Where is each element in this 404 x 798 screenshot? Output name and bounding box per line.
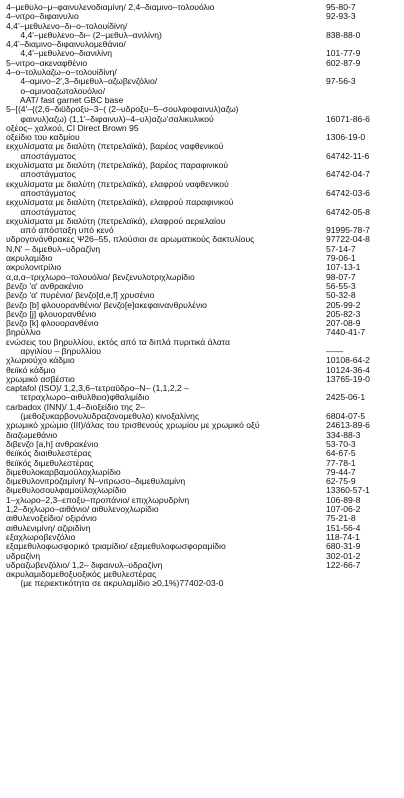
substance-name: εκχυλίσματα με διαλύτη (πετρελαϊκά), ελαφρού παραφινικού [6,198,234,208]
substance-name: υδρογονάνθρακες Ψ26–55, πλούσιοι σε αρωματικούς δακτυλίους [6,235,255,245]
substance-name: βενζο [j] φλουορανθένιο [6,309,97,319]
substance-name: 4–ο–τολυλαζω–ο–τολουίδίνη/ [6,68,117,78]
substance-name: βενζο 'α' ανθρακένιο [6,281,84,291]
cas-number: 77-78-1 [326,457,356,468]
substance-name: διμεθυλοσουλφαμοϋλοχλωρίδιο [6,486,127,496]
substance-name: βενζο [k] φλουορανθένιο [6,319,99,329]
substance-row [6,375,398,384]
substance-name: υδραζίνη [6,551,41,561]
substance-name: αποστάγματος [6,151,76,161]
cas-number: 107-06-2 [326,504,361,515]
substance-name: αποστάγματος [6,207,76,217]
substance-name: οξέος– χαλκού, CI Direct Brown 95 [6,123,139,133]
substance-name: διβενζο [a,h] ανθρακένιο [6,439,99,449]
substance-name: 1–χλωρο–2,3–εποξυ–προπάνιο/ επιχλωρυδρίνη [6,495,190,505]
substance-name: 4–αμινο–2',3–διμεθυλ–αζωβενζόλιο/ [6,77,158,87]
substance-name: αργιλίου – βηρυλλίου [6,346,101,356]
substance-row [6,579,398,588]
substance-name: θειϊκός διμεθυλεστέρας [6,458,94,468]
substance-name: ακρυλαμίδιο [6,254,53,264]
substance-name: υδραζωβενζόλιο/ 1,2– διφαινυλ–υδραζίνη [6,560,163,570]
substance-name: τετραχλωρο–αιθυλθειο)φθαλιμίδιο [6,393,150,403]
cas-number: 64742-04-7 [326,169,370,180]
cas-number: 107-13-1 [326,262,361,273]
substance-name: χρωμικό ασβέστιο [6,374,75,384]
cas-number: 118-74-1 [326,531,360,542]
substance-name: 5–[(4'–{(2,6–διϋδροξυ–3–( (2–υδροξυ–5–σουλφοφαινυλ)αζω) [6,105,239,115]
substance-name: βενζο 'α' πυρένιο/ βενζο[d,e,f] χρυσένιο [6,291,155,301]
substance-name: εκχυλίσματα με διαλύτη (πετρελαϊκά), ελαφρού ναφθενικού [6,179,229,189]
cas-number: 64742-03-6 [326,187,370,198]
substance-name: αιθυλενοξείδιο/ οξιράνιο [6,514,97,524]
substance-name: εξαχλωροβενζόλιο [6,532,76,542]
substance-row [6,570,398,579]
cas-number: 151-56-4 [326,522,361,533]
cas-number: 207-08-9 [326,318,361,329]
substance-name: διμεθυλοκαρβαμοϋλοχλωρίδιο [6,467,121,477]
substance-name: διμεθυλονιτροζαμίνη/ N–νιτρωσο–διμεθυλαμίνη [6,477,186,487]
substance-row [6,87,398,96]
substance-row [6,59,398,68]
substance-name: ακρυλονιτρίλιο [6,263,62,273]
substance-row [6,328,398,337]
cas-number: 97722-04-8 [326,234,370,245]
cas-number: 334-88-3 [326,429,361,440]
substance-name: φαινυλ)αζω) (1,1'–διφαινυλ)–4–υλ)αζω'σαλικυλικού [6,114,214,124]
cas-number: 97-56-3 [326,76,356,87]
substance-name: θειϊκό κάδμιο [6,365,56,375]
cas-number: 13765-19-0 [326,373,370,384]
substance-name: 1,2–διχλωρο–αιθάνιο/ αιθυλενοχλωρίδιο [6,505,159,515]
substance-row [6,561,398,570]
cas-number: 101-77-9 [326,48,361,59]
cas-number: 16071-86-6 [326,113,370,124]
cas-number: 62-75-9 [326,476,356,487]
substance-row [6,189,398,198]
cas-number: 92-93-3 [326,11,356,22]
cas-number: 75-21-8 [326,513,356,524]
substance-row [6,31,398,40]
cas-number: 302-01-2 [326,550,361,561]
cas-number: 98-07-7 [326,271,356,282]
substance-name: 4,4'–μεθυλενο–διανιλίνη [6,49,113,59]
substance-name: εκχυλίσματα με διαλύτη (πετρελαϊκά), ελαφρού αεριελαίου [6,216,226,226]
substance-name: AAT/ fast garnet GBC base [6,95,124,105]
substance-name: (με περιεκτικότητα σε ακρυλαμίδιο ≥0,1%)77402-03-0 [6,579,224,589]
substance-name: βηρύλλιο [6,328,41,338]
substance-name: εκχυλίσματα με διαλύτη (πετρελαϊκά), βαρέος παραφινικού [6,161,229,171]
substance-name: βενζο [b] φλουορανθένιο/ βενζο[e]ακεφαινανθρυλένιο [6,300,207,310]
substance-name: διαζωμεθάνιο [6,430,58,440]
cas-number: 6804-07-5 [326,411,366,422]
substance-name: α,α,α–τριχλωρο–τολουόλιο/ βενζενυλοτριχλωρίδιο [6,272,195,282]
substance-row [6,77,398,86]
substance-name: captafol (ISO)/ 1,2,3,6–τετραϋδρο–N– (1,1,2,2 – [6,384,189,394]
cas-number: 95-80-7 [326,2,356,12]
substance-name: 4–μεθυλο–μ–φαινυλενοδιαμίνη/ 2,4–διαμινο–τολουόλιο [6,3,215,12]
cas-number: 79-44-7 [326,466,356,477]
substance-name: 4,4'–μεθυλενο–δι–ο–τολουίδίνη/ [6,21,128,31]
substance-name: οξείδιο του καδμίου [6,133,80,143]
cas-number: 106-89-8 [326,494,361,505]
cas-number: 838-88-0 [326,29,361,40]
substance-name: θειϊκός διαιθυλεστέρας [6,449,92,459]
cas-number: 680-31-9 [326,541,361,552]
cas-number: 53-70-3 [326,438,356,449]
cas-number: 91995-78-7 [326,225,370,236]
substance-row [6,96,398,105]
cas-number: 122-66-7 [326,559,361,570]
substance-name: εκχυλίσματα με διαλύτη (πετρελαϊκά), βαρέος ναφθενικού [6,142,224,152]
substance-name: 4–νιτρο–διφαινυλιο [6,12,79,22]
substance-row [6,393,398,402]
substance-row [6,115,398,124]
cas-number: 79-06-1 [326,253,356,264]
substance-name: 5–νιτρο–ακεναφθένιο [6,58,88,68]
substance-name: 4,4'–διαμινο–διφαινυλομεθάνιο/ [6,40,126,50]
cas-number: 7440-41-7 [326,327,366,338]
substance-name: αποστάγματος [6,188,76,198]
cas-number: 205-82-3 [326,308,361,319]
substance-name: ακρυλαμιδομεθοξυοξικός μεθυλεστέρας [6,570,157,580]
cas-number: 64-67-5 [326,448,356,459]
substance-row [6,170,398,179]
cas-number: 2425-06-1 [326,392,366,403]
cas-number: 13360-57-1 [326,485,370,496]
cas-number: 64742-05-8 [326,206,370,217]
substance-row [6,208,398,217]
substance-name: αποστάγματος [6,170,76,180]
substance-name: από απόσταξη υπό κενό [6,226,114,236]
substance-row [6,12,398,21]
substance-name: ο–αμινοαζωτολουόλιο/ [6,86,106,96]
substance-name: carbadox (INN)/ 1,4–διοξείδιο της 2– [6,402,145,412]
substance-name: αιθυλενιμίνη/ αζιριδίνη [6,523,91,533]
cas-number: 1306-19-0 [326,132,366,143]
cas-number: —— [326,345,344,356]
cas-number: 205-99-2 [326,299,361,310]
substance-name: Ν,Ν' – διμεθυλ–υδραζίνη [6,244,101,254]
substance-name: χλωριούχο κάδμιο [6,356,75,366]
cas-number: 10108-64-2 [326,355,370,366]
substance-name: 4,4'–μεθυλενο–δι– (2–μεθυλ–ανιλίνη) [6,30,162,40]
substance-name: εξαμεθυλοφωσφορικό τριαμίδιο/ εξαμεθυλοφωσφοραμίδιο [6,542,226,552]
substance-row [6,133,398,142]
cas-number: 57-14-7 [326,243,356,254]
substance-name: ενώσεις του βηρυλλίου, εκτός από τα διπλά πυριτικά άλατα [6,337,230,347]
cas-number: 64742-11-6 [326,150,370,161]
substance-name: (μεθοξυκαρβονυλυδραζονομεθυλο) κινοξαλίνης [6,412,200,422]
substance-row [6,152,398,161]
cas-number: 24613-89-6 [326,420,370,431]
cas-number: 50-32-8 [326,290,356,301]
cas-number: 602-87-9 [326,57,361,68]
substance-name: χρωμικό χρώμιο (III)/άλας του τρισθενούς χρωμίου με χρωμικό οξύ [6,421,260,431]
cas-number: 56-55-3 [326,280,356,291]
cas-number: 10124-36-4 [326,364,370,375]
